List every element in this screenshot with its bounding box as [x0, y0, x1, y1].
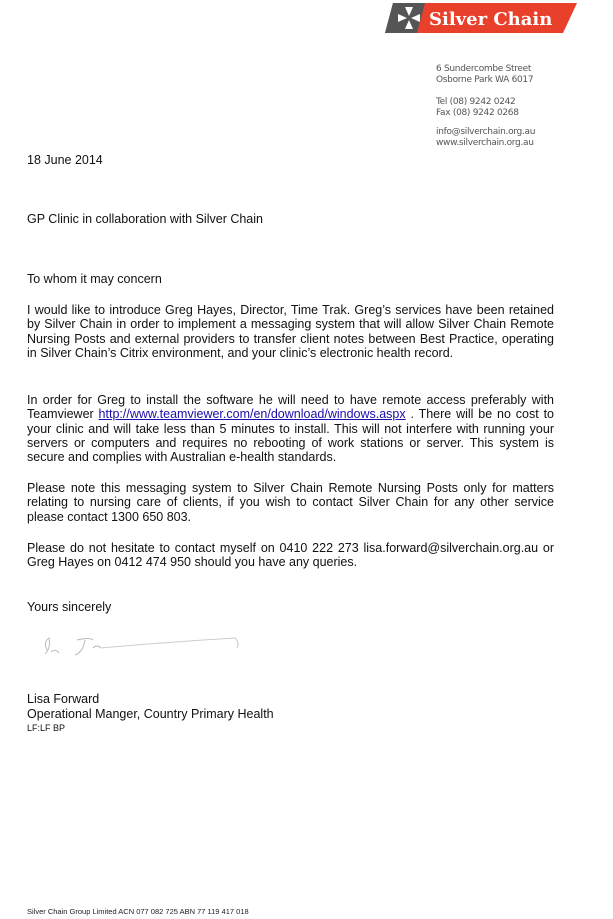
- signature-image: [35, 628, 255, 663]
- paragraph-3: Please note this messaging system to Silver Chain Remote Nursing Posts only for matters relating to nursing care of clients, if you wish to contact Silver Chain for any other service please contact 1300 650 803.: [27, 481, 554, 524]
- email-line: info@silverchain.org.au: [436, 127, 536, 137]
- paragraph-1: I would like to introduce Greg Hayes, Director, Time Trak. Greg’s services have been retained by Silver Chain in order to implement a messaging system that will allow Silver Chain Remote Nursing Posts and external providers to transfer client notes between Best Practice, operating in Silver Chain’s Citrix environment, and your clinic’s electronic health record.: [27, 303, 554, 360]
- recipient: GP Clinic in collaboration with Silver Chain: [27, 212, 263, 226]
- signer-title: Operational Manger, Country Primary Health: [27, 707, 274, 721]
- paragraph-4: Please do not hesitate to contact myself on 0410 222 273 lisa.forward@silverchain.org.au or Greg Hayes on 0412 474 950 should you have any queries.: [27, 541, 554, 570]
- paragraph-2-text-end: . There will be no cost to your clinic and will take less than 5 minutes to install. This will not interfere with running your servers or computers and requires no rebooting of work stations or server. This system is secure and complies with Australian e-health standards.: [27, 407, 554, 465]
- letter-date: 18 June 2014: [27, 153, 103, 167]
- paragraph-2-text: In order for Greg to install the software he will need to have remote access preferably with Teamviewer: [27, 393, 554, 422]
- teamviewer-link[interactable]: http://www.teamviewer.com/en/download/windows.aspx: [98, 407, 406, 422]
- signer-name: Lisa Forward: [27, 692, 100, 706]
- phone-line: Tel (08) 9242 0242: [436, 97, 516, 107]
- closing: Yours sincerely: [27, 600, 112, 614]
- address-line: 6 Sundercombe Street: [436, 64, 532, 74]
- company-footer: Silver Chain Group Limited ACN 077 082 725 ABN 77 119 417 018: [27, 907, 249, 916]
- address-block: [436, 64, 533, 86]
- address-line: Osborne Park WA 6017: [436, 75, 534, 85]
- web-block: [436, 127, 535, 149]
- phone-block: [436, 97, 519, 119]
- salutation: To whom it may concern: [27, 272, 162, 286]
- fax-line: Fax (08) 9242 0268: [436, 108, 519, 118]
- reference-code: LF:LF BP: [27, 723, 66, 733]
- silver-chain-logo: [385, 3, 577, 33]
- brand-text: Silver Chain: [429, 9, 553, 30]
- website-line: www.silverchain.org.au: [436, 138, 534, 148]
- paragraph-2: [27, 393, 554, 464]
